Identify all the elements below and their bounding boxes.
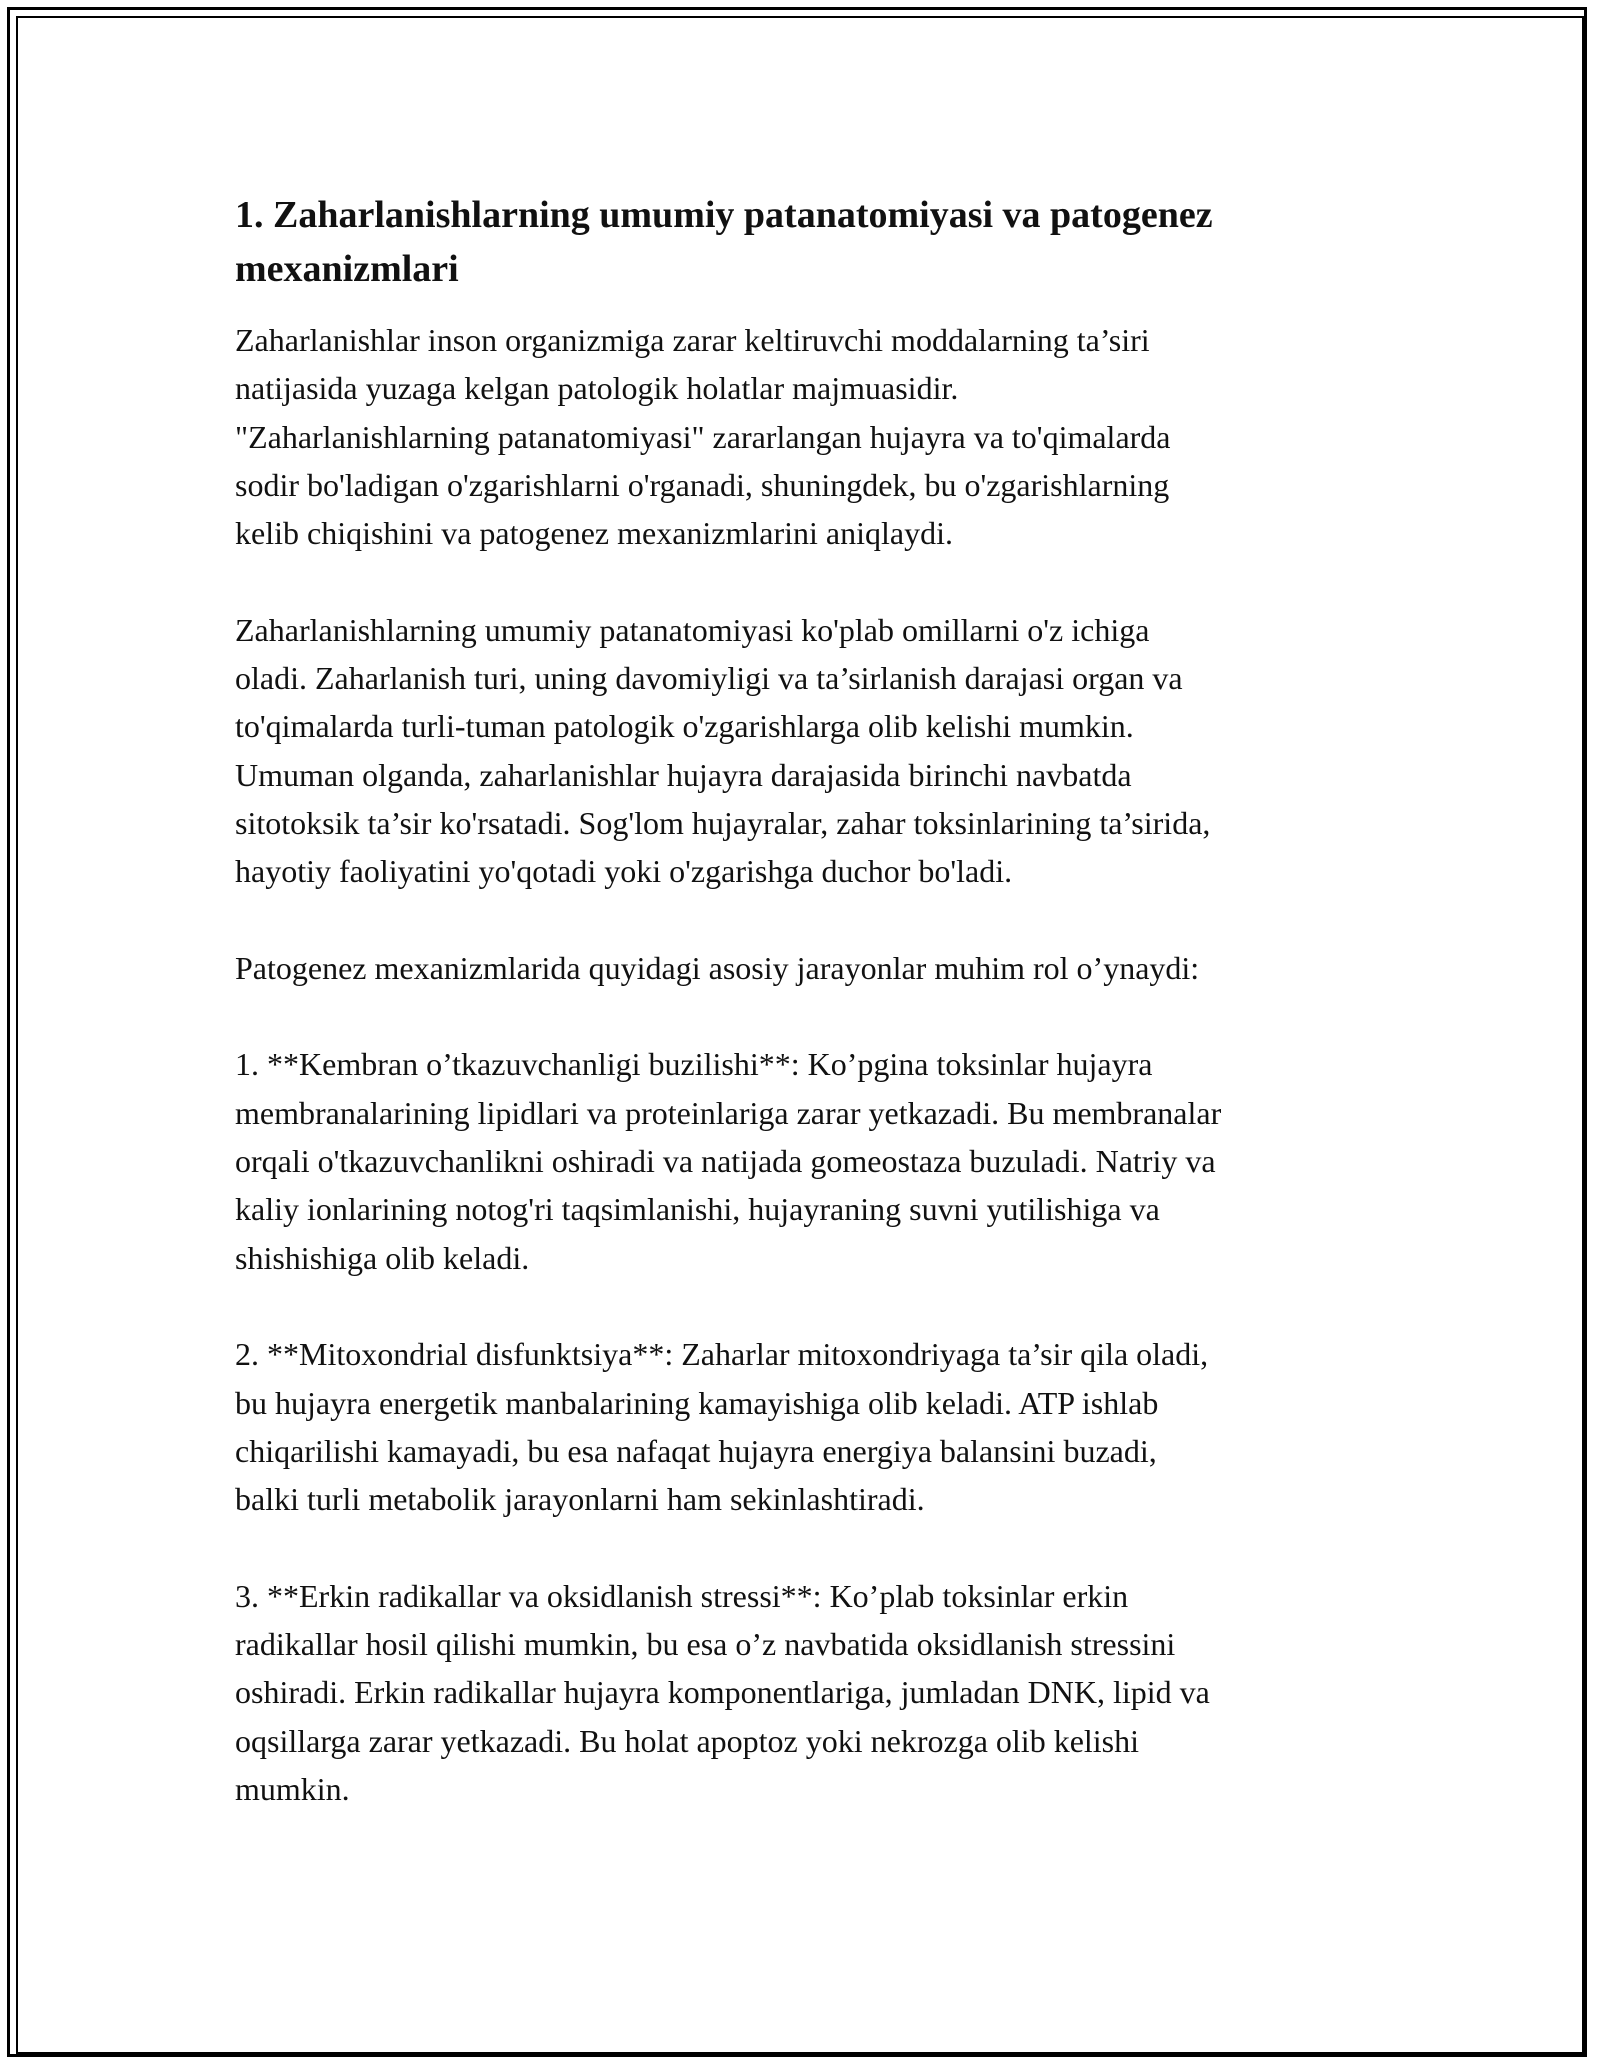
paragraph-general-pathanatomy: Zaharlanishlarning umumiy patanatomiyasi ko'plab omillarni o'z ichiga oladi. Zaharlanish turi, uning davomiyligi va ta’sirlanish darajasi organ va to'qimalarda turli-tuman patologik o'zgarishlarga olib kelishi mumkin. Umuman olganda, zaharlanishlar hujayra darajasida birinchi navbatda sitotoksik ta’sir ko'rsatadi. Sog'lom hujayralar, zahar toksinlarining ta’sirida, hayotiy faoliyatini yo'qotadi yoki o'zgarishga duchor bo'ladi.: [235, 611, 1211, 890]
list-item-mitochondrial: 2. **Mitoxondrial disfunktsiya**: Zaharlar mitoxondriyaga ta’sir qila oladi, bu hujayra energetik manbalarining kamayishiga olib keladi. ATP ishlab chiqarilishi kamayadi, bu esa nafaqat hujayra energiya balansini buzadi, balki turli metabolik jarayonlarni ham sekinlashtiradi.: [235, 1336, 1209, 1518]
document-body: [235, 188, 1375, 1813]
paragraph-intro: Zaharlanishlar inson organizmiga zarar keltiruvchi moddalarning ta’siri natijasida yuzaga kelgan patologik holatlar majmuasidir. "Zaharlanishlarning patanatomiyasi" zararlangan hujayra va to'qimalarda sodir bo'ladigan o'zgarishlarni o'rganadi, shuningdek, bu o'zgarishlarning kelib chiqishini va patogenez mexanizmlarini aniqlaydi.: [235, 322, 1171, 552]
list-item-free-radicals: 3. **Erkin radikallar va oksidlanish stressi**: Ko’plab toksinlar erkin radikallar hosil qilishi mumkin, bu esa o’z navbatida oksidlanish stressini oshiradi. Erkin radikallar hujayra komponentlariga, jumladan DNK, lipid va oqsillarga zarar yetkazadi. Bu holat apoptoz yoki nekrozga olib kelishi mumkin.: [235, 1577, 1210, 1807]
section-title: 1. Zaharlanishlarning umumiy patanatomiyasi va patogenez mexanizmlari: [235, 194, 1213, 290]
list-item-membrane: 1. **Kembran o’tkazuvchanligi buzilishi**: Ko’pgina toksinlar hujayra membranalarining lipidlari va proteinlariga zarar yetkazadi. Bu membranalar orqali o'tkazuvchanlikni oshiradi va natijada gomeostaza buzuladi. Natriy va kaliy ionlarining notog'ri taqsimlanishi, hujayraning suvni yutilishiga va shishishiga olib keladi.: [235, 1046, 1222, 1276]
paragraph-mechanisms-lead: Patogenez mexanizmlarida quyidagi asosiy jarayonlar muhim rol o’ynaydi:: [235, 949, 1200, 986]
